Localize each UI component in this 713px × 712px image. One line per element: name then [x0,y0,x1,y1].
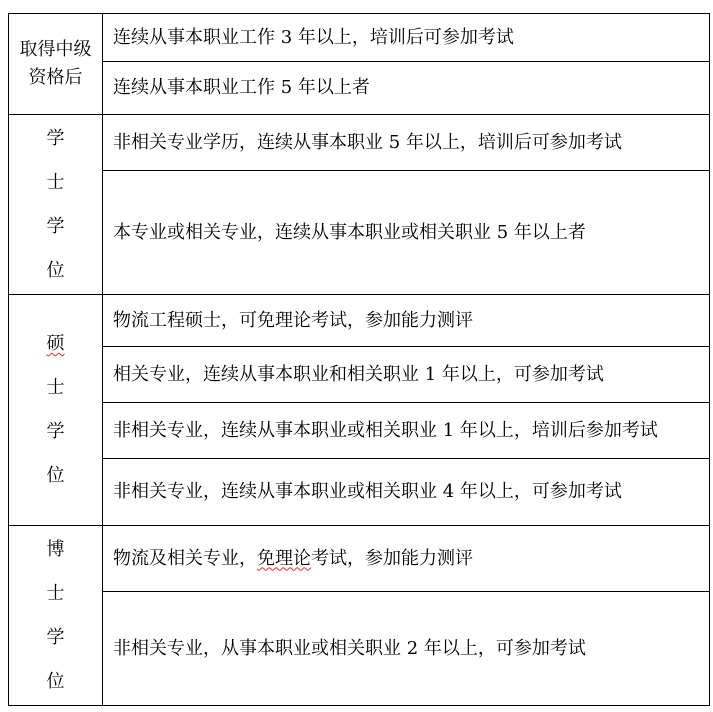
requirement-cell: 非相关专业，连续从事本职业或相关职业 4 年以上，可参加考试 [103,459,710,526]
category-cell-bachelor [9,115,103,295]
table-row [9,526,710,592]
table-row [9,295,710,347]
requirement-text: 物流及相关专业， [113,547,257,569]
category-char: 位 [46,670,65,692]
requirement-cell: 非相关专业，连续从事本职业或相关职业 1 年以上，培训后参加考试 [103,403,710,459]
category-char: 学 [46,421,65,442]
requirement-cell: 非相关专业学历，连续从事本职业 5 年以上，培训后可参加考试 [103,115,710,171]
table-row [9,459,710,526]
requirement-cell: 本专业或相关专业，连续从事本职业或相关职业 5 年以上者 [103,171,710,295]
category-char: 位 [46,465,65,486]
requirement-cell: 相关专业，连续从事本职业和相关职业 1 年以上，可参加考试 [103,347,710,403]
table-row [9,14,710,62]
category-char: 学 [46,127,65,149]
category-char: 硕 [46,333,65,354]
category-cell-intermediate [9,14,103,115]
category-char: 博 [46,538,65,560]
requirement-text: 考试，参加能力测评 [311,547,473,569]
requirement-cell: 连续从事本职业工作 5 年以上者 [103,62,710,115]
table-row [9,592,710,706]
category-label-line: 资格后 [28,67,83,88]
category-char: 位 [46,259,65,281]
spellcheck-marked-text: 免理论 [257,547,311,569]
requirement-cell: 连续从事本职业工作 3 年以上，培训后可参加考试 [103,14,710,62]
category-cell-master [9,295,103,526]
table-row [9,62,710,115]
table-row [9,115,710,171]
table-row [9,347,710,403]
requirement-cell [103,526,710,592]
requirement-cell: 物流工程硕士，可免理论考试，参加能力测评 [103,295,710,347]
qualification-table [8,13,710,706]
requirement-cell: 非相关专业，从事本职业或相关职业 2 年以上，可参加考试 [103,592,710,706]
table-row [9,171,710,295]
category-char: 学 [46,215,65,237]
category-label-line: 取得中级 [19,39,92,60]
table-row [9,403,710,459]
category-char: 学 [46,626,65,648]
category-char: 士 [46,171,65,193]
category-char: 士 [46,377,65,398]
category-char: 士 [46,582,65,604]
category-cell-doctor [9,526,103,706]
